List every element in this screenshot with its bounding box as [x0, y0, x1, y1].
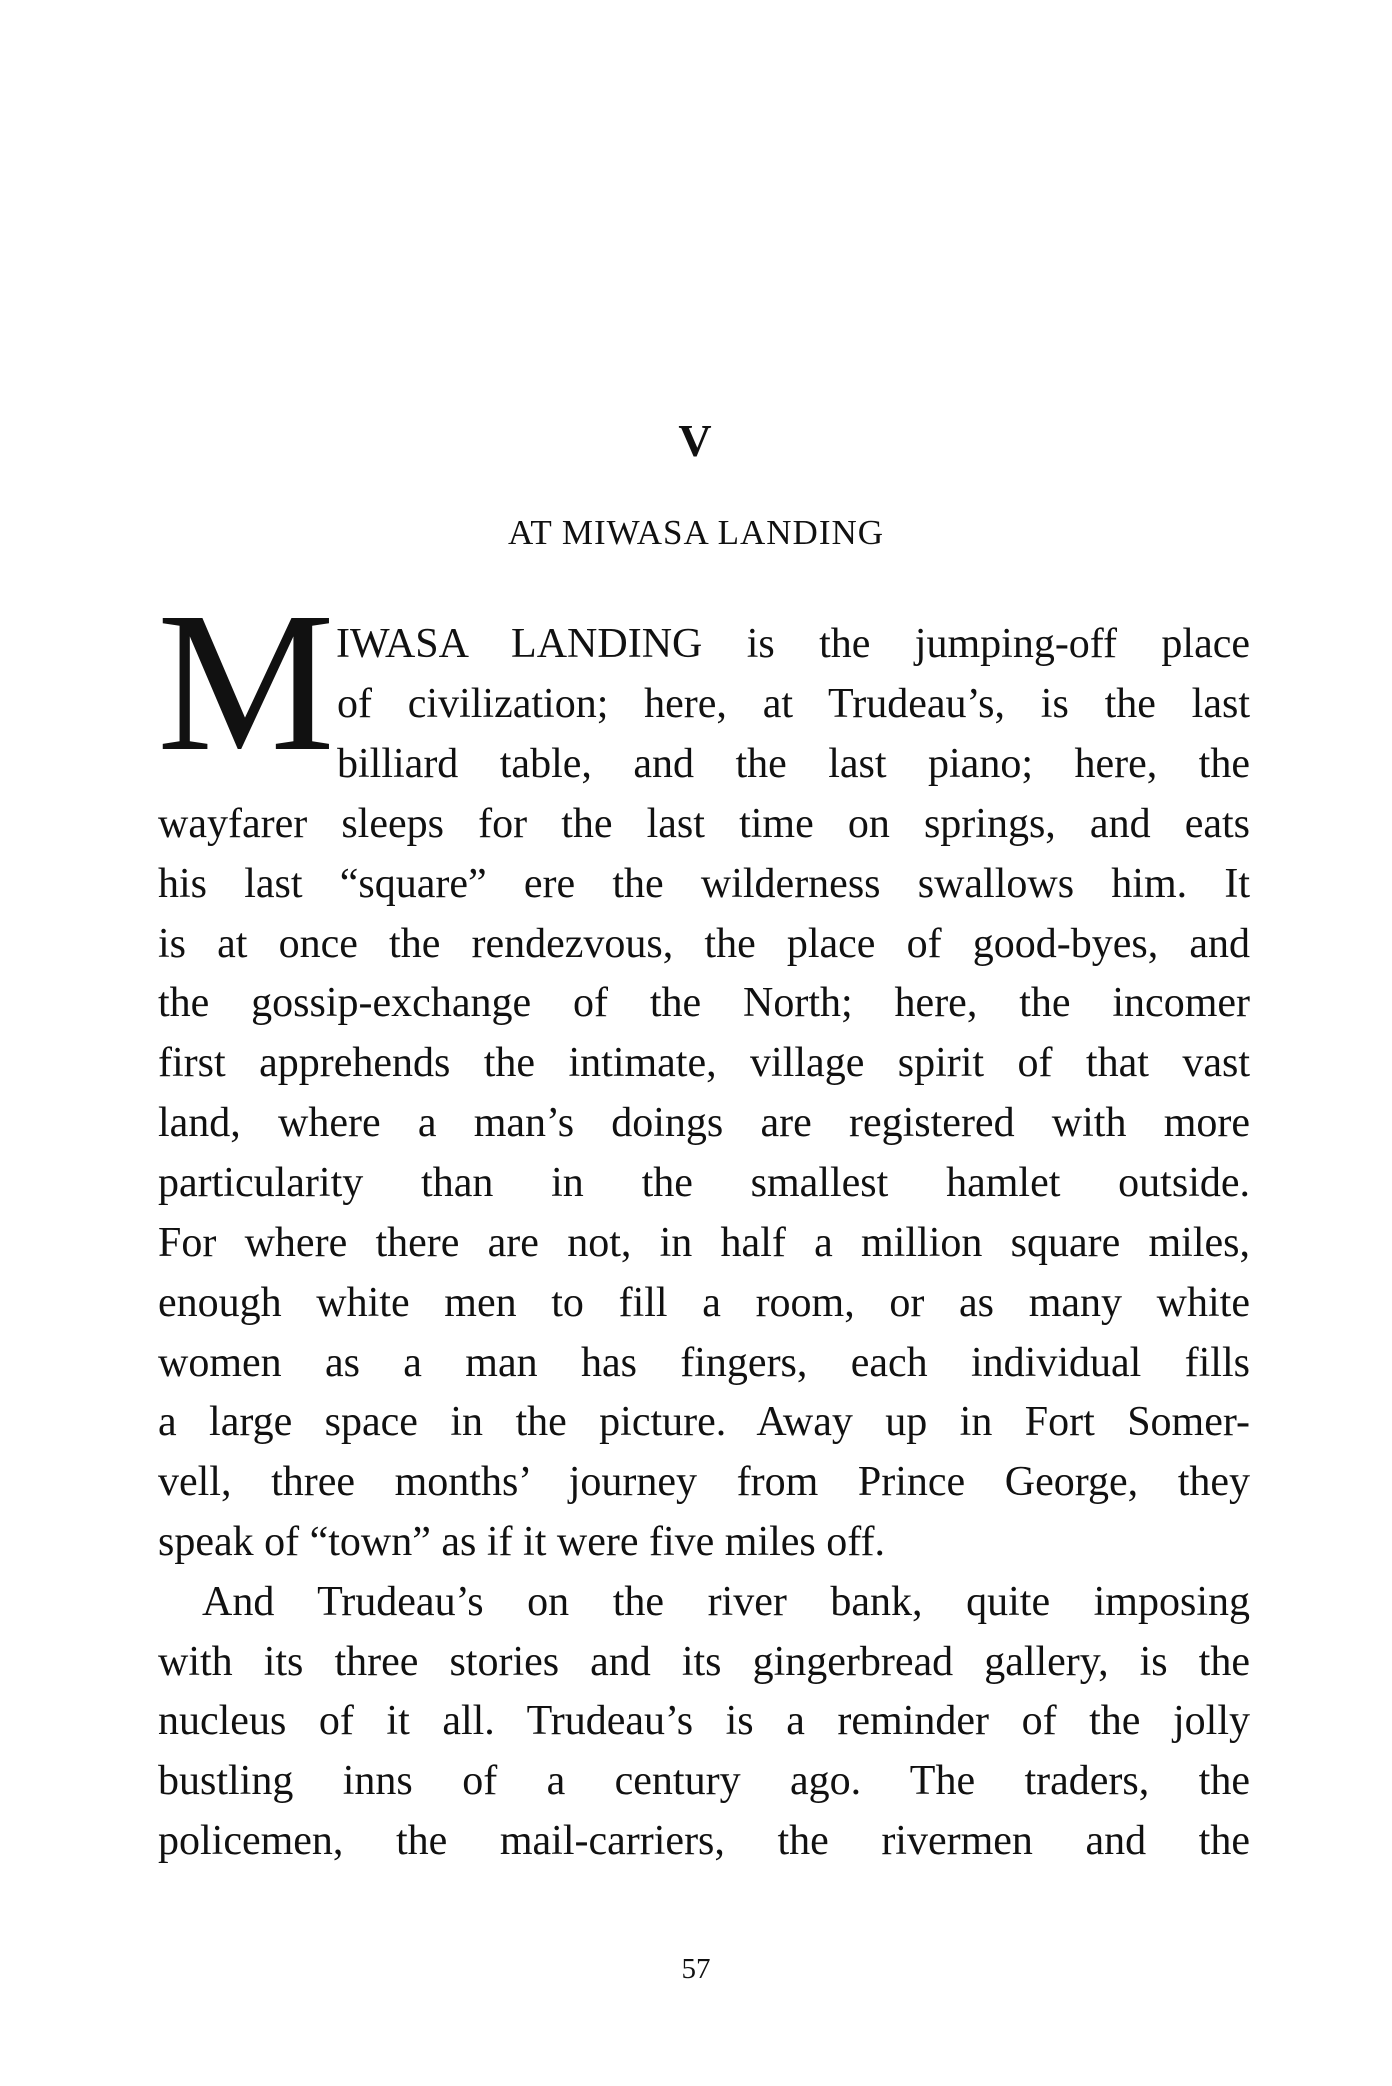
chapter-number: V [678, 415, 714, 466]
text-line: And Trudeau’s on the river bank, quite imposing [202, 1579, 1250, 1625]
text-line: his last “square” ere the wilderness swallows him. It [158, 861, 1250, 907]
text-line: policemen, the mail-carriers, the rivermen and the [158, 1818, 1250, 1864]
text-line: bustling inns of a century ago. The traders, the [158, 1758, 1250, 1804]
page-number: 57 [681, 1953, 711, 1985]
text-line: with its three stories and its gingerbread gallery, is the [158, 1639, 1250, 1685]
text-line: enough white men to fill a room, or as many white [158, 1280, 1250, 1326]
text-line: women as a man has fingers, each individual fills [158, 1340, 1250, 1386]
text-line: billiard table, and the last piano; here, the [337, 741, 1250, 787]
chapter-title: AT MIWASA LANDING [507, 513, 885, 552]
text-line: the gossip-exchange of the North; here, the incomer [158, 980, 1250, 1026]
text-line: is at once the rendezvous, the place of good-byes, and [158, 921, 1250, 967]
text-line: first apprehends the intimate, village spirit of that vast [158, 1040, 1250, 1086]
text-line: vell, three months’ journey from Prince George, they [158, 1459, 1250, 1505]
text-line: For where there are not, in half a million square miles, [158, 1220, 1250, 1266]
text-line: land, where a man’s doings are registered with more [158, 1100, 1250, 1146]
text-line: a large space in the picture. Away up in Fort Somer- [158, 1399, 1250, 1445]
text-line: speak of “town” as if it were five miles off. [158, 1519, 885, 1565]
text-line: IWASA LANDING is the jumping-off place [336, 621, 1250, 667]
text-line: particularity than in the smallest hamlet outside. [158, 1160, 1250, 1206]
text-line: wayfarer sleeps for the last time on springs, and eats [158, 801, 1250, 847]
text-line: of civilization; here, at Trudeau’s, is the last [337, 681, 1250, 727]
drop-cap: M [157, 572, 335, 793]
text-line: nucleus of it all. Trudeau’s is a reminder of the jolly [158, 1698, 1250, 1744]
